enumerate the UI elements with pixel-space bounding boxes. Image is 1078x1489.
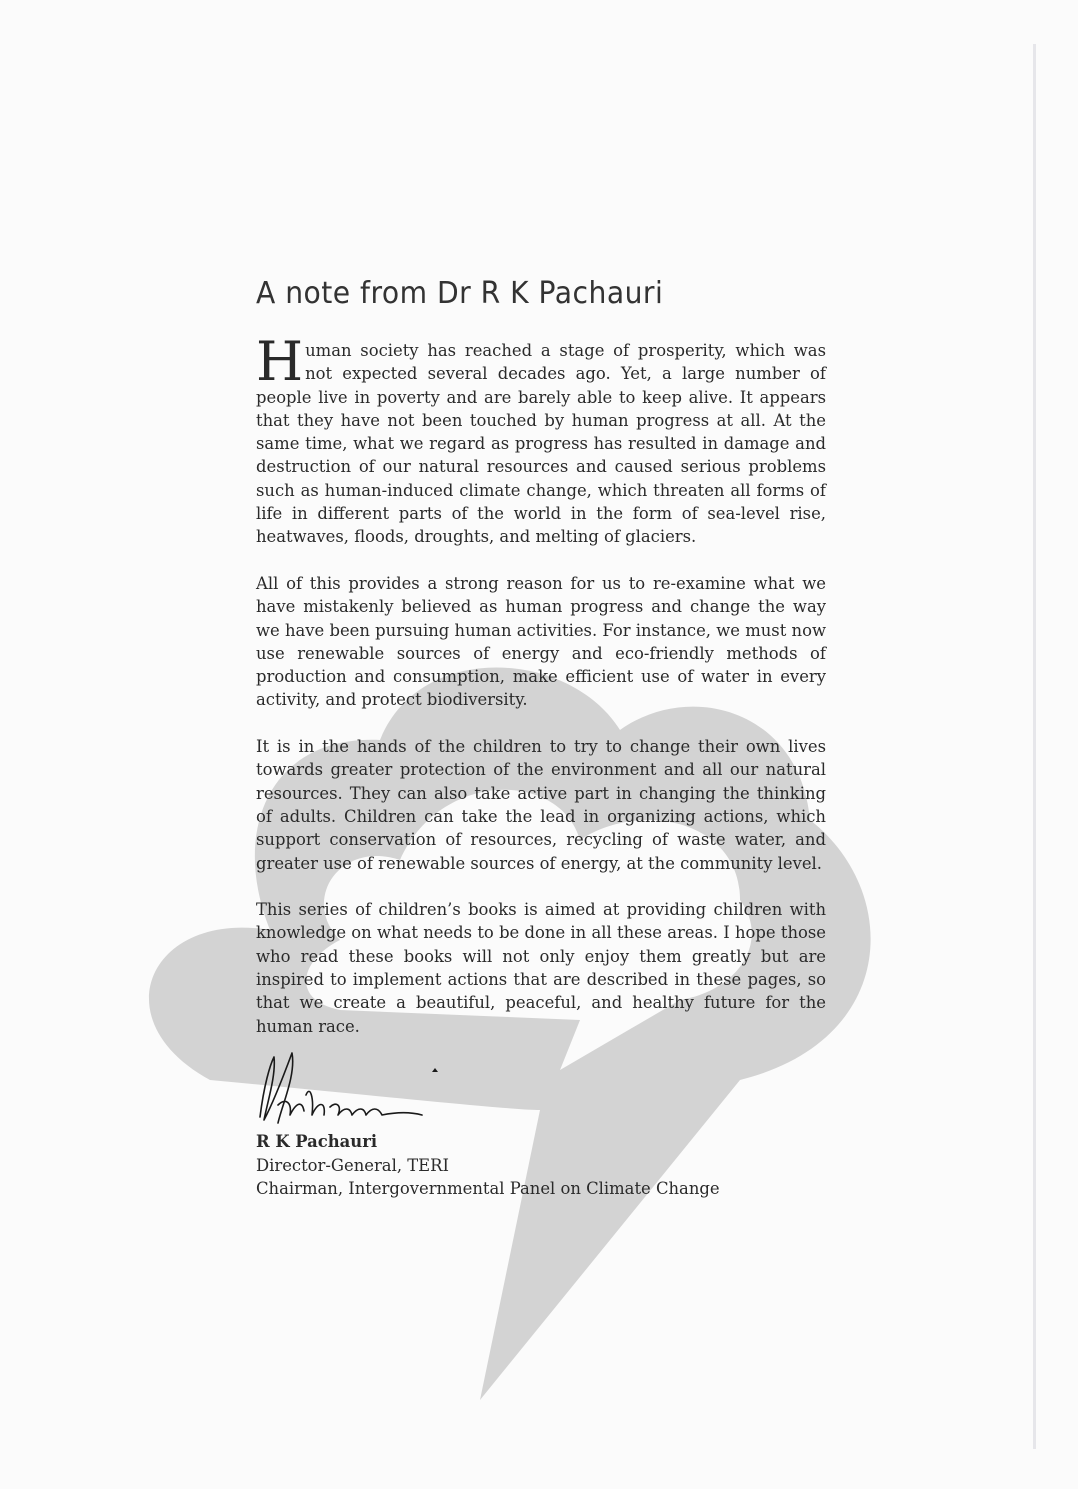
letter-body (256, 330, 826, 1061)
signatory-name: R K Pachauri (256, 1132, 378, 1151)
signatory-title-1: Director-General, TERI (256, 1155, 449, 1175)
signature-mark (432, 1068, 438, 1072)
paragraph-1-text: uman society has reached a stage of prosperity, which was not expected several decades ago. Yet, a large number of people live in poverty and are barely able to keep alive. It appears that they have not been touched by human progress at all. At the same time, what we regard as progress has resulted in damage and destruction of our natural resources and caused serious problems such as human-induced climate change, which threaten all forms of life in different parts of the world in the form of sea-level rise, heatwaves, floods, droughts, and melting of glaciers. (256, 341, 826, 547)
paragraph-4: This series of children’s books is aimed at providing children with knowledge on what needs to be done in all these areas. I hope those who read these books will not only enjoy them greatly but are inspired to implement actions that are described in these pages, so that we create a beautiful, peaceful, and healthy future for the human race. (256, 900, 826, 1036)
signatory-title-2: Chairman, Intergovernmental Panel on Climate Change (256, 1179, 720, 1198)
signature-block (256, 1130, 720, 1201)
page-title: A note from Dr R K Pachauri (256, 276, 664, 311)
drop-cap: H (256, 330, 304, 393)
page-edge (1033, 44, 1036, 1449)
paragraph-2: All of this provides a strong reason for us to re-examine what we have mistakenly believed as human progress and change the way we have been pursuing human activities. For instance, we must now use renewable sources of energy and eco-friendly methods of production and consumption, make efficient use of water in every activity, and protect biodiversity. (256, 573, 826, 710)
paragraph-1 (256, 330, 826, 549)
paragraph-3: It is in the hands of the children to try to change their own lives towards greater protection of the environment and all our natural resources. They can also take active part in changing the thinking of adults. Children can take the lead in organizing actions, which support conservation of resources, recycling of waste water, and greater use of renewable sources of energy, at the community level. (256, 737, 826, 873)
handwritten-signature (252, 1045, 432, 1130)
